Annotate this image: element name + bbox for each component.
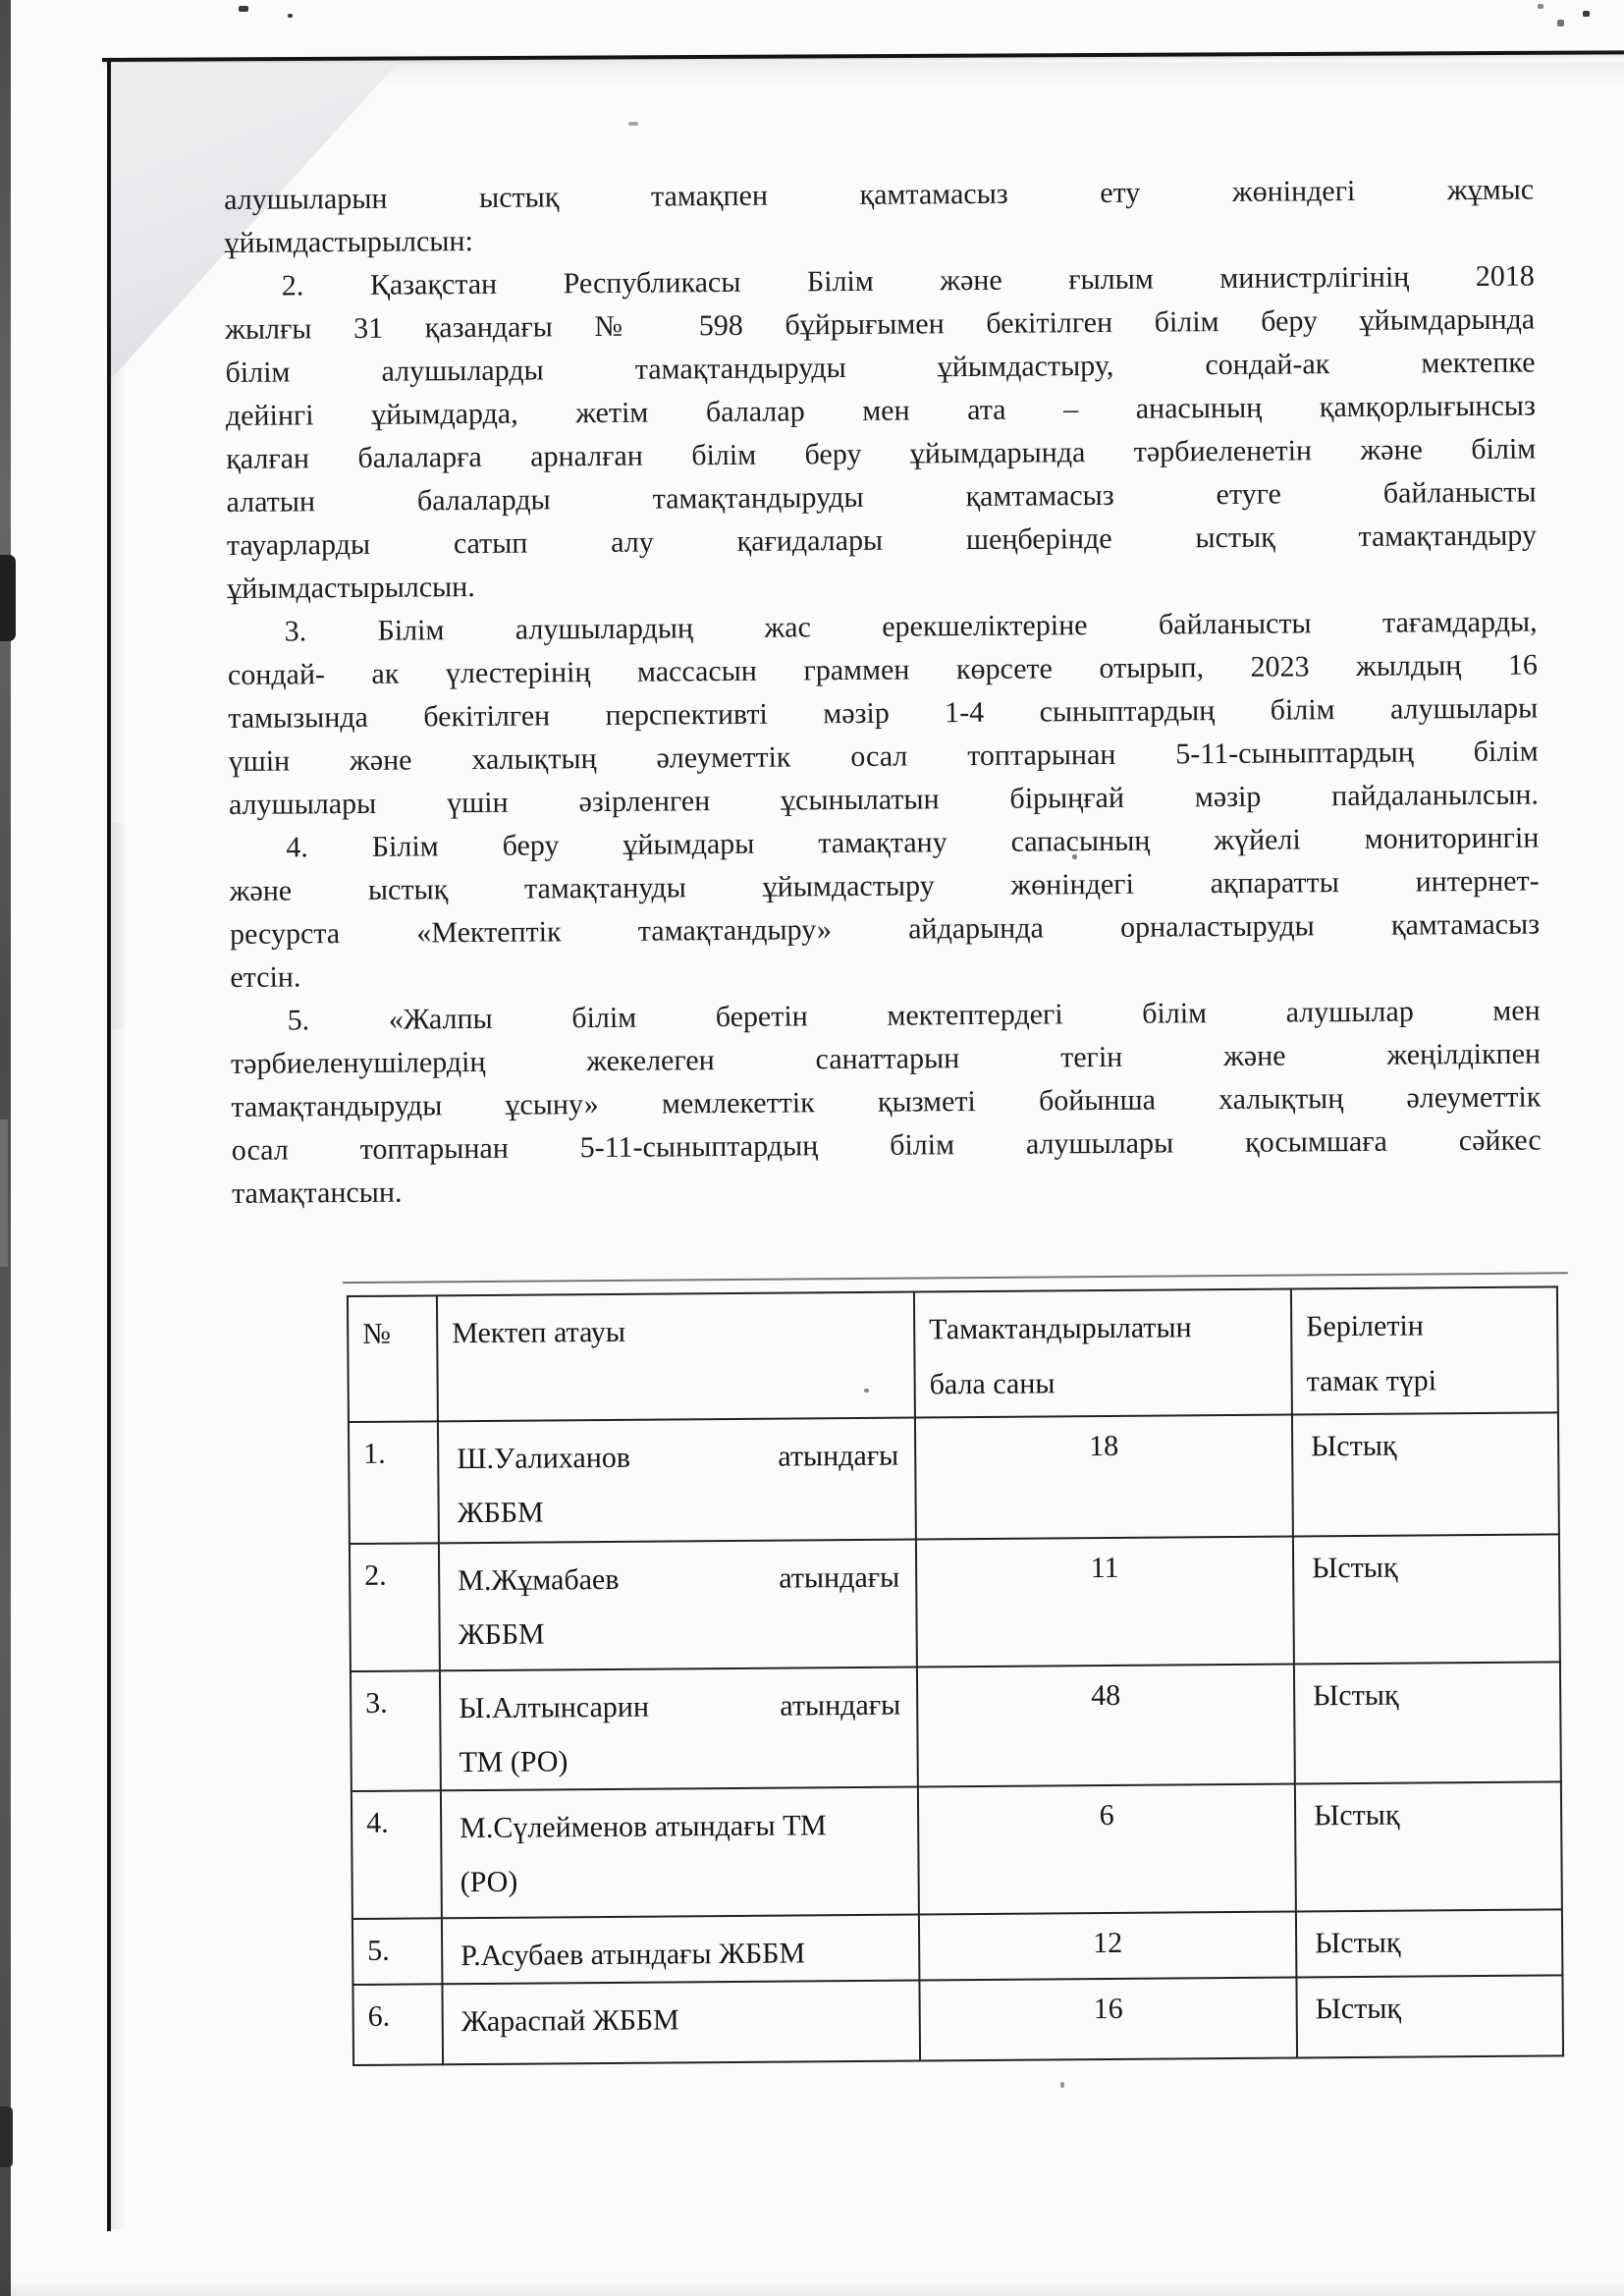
school-table-body	[349, 1412, 1563, 2065]
row-number: 3.	[351, 1670, 441, 1791]
children-count: 18	[915, 1414, 1293, 1539]
children-count: 12	[919, 1911, 1297, 1980]
row-number: 6.	[352, 1984, 443, 2065]
meal-type: Ыстық	[1296, 1909, 1563, 1977]
row-number: 5.	[352, 1918, 443, 1985]
children-count: 11	[916, 1536, 1294, 1667]
school-name-line: ЖББМ	[458, 1617, 545, 1652]
meal-type: Ыстық	[1295, 1781, 1562, 1911]
paragraph-item-2: 2. Қазақстан Республикасы Білім және ғылым министрлігінің 2018 жылғы 31 қазандағы № 598 бұйрығымен бекітілген білім беру ұйымдарында білім алушыларды тамақтандыруды ұйымдастыру, сондай-ак мектепке дейінгі ұйымдарда, жетім балалар мен ата – анасының қамқорлығынсыз қалған балаларға арналған білім беру ұйымдарында тәрбиеленетін және білім алатын балаларды тамақтандыруды қамтамасыз етуге байланысты тауарларды сатып алу қағидалары шеңберінде ыстық тамақтандыру ұйымдастырылсын.	[225, 259, 1538, 605]
school-name	[441, 1786, 919, 1918]
meal-type: Ыстық	[1292, 1412, 1559, 1536]
children-count: 6	[918, 1783, 1296, 1914]
scan-speck	[1583, 11, 1590, 17]
school-name-line: Р.Асубаев атындағы ЖББМ	[460, 1937, 806, 1973]
school-name	[438, 1418, 916, 1544]
scan-speck	[628, 122, 638, 126]
scanner-edge-strip	[0, 0, 11, 2296]
scan-speck	[1060, 2082, 1064, 2088]
children-count: 16	[919, 1977, 1297, 2060]
table-row	[352, 1781, 1562, 1919]
school-name-line: Ш.Уалиханов атындағы	[457, 1439, 899, 1476]
left-fold-shadow	[112, 823, 127, 1029]
document-content	[224, 169, 1548, 2067]
row-number: 1.	[349, 1421, 439, 1544]
school-meals-table-block	[347, 1285, 1562, 2066]
row-number: 4.	[352, 1790, 442, 1919]
paragraph-item-4: 4. Білім беру ұйымдары тамақтану сапасының жүйелі мониторингін және ыстық тамақтануды ұйымдастыру жөніндегі ақпаратты интернет- ресурста «Мектептік тамақтандыру» айдарында орналастыруды қамтамасыз етсін.	[229, 821, 1541, 994]
meal-type: Ыстық	[1293, 1534, 1560, 1664]
row-number: 2.	[350, 1543, 440, 1671]
school-name-line: М.Сүлейменов атындағы ТМ	[460, 1809, 827, 1845]
paragraph-item-3: 3. Білім алушылардың жас ерекшеліктеріне байланысты тағамдарды, сондай- ак үлестерінің массасын граммен көрсете отырып, 2023 жылдың 16 тамызында бекітілген перспективті мәзір 1-4 сыныптардың білім алушылары үшін және халықтың әлеуметтік осал топтарынан 5-11-сыныптардың білім алушылары үшін әзірленген ұсынылатын бірыңғай мәзір пайдаланылсын.	[227, 605, 1540, 821]
scan-speck	[288, 14, 293, 18]
school-name-line: ЖББМ	[457, 1496, 544, 1530]
table-row	[352, 1909, 1562, 1985]
table-row	[349, 1412, 1559, 1544]
school-name	[440, 1667, 918, 1791]
edge-ink-blob	[0, 2106, 13, 2167]
scan-speck	[239, 6, 248, 12]
school-name	[442, 1914, 920, 1984]
table-header-row	[348, 1286, 1558, 1422]
col-header-meal-type: Берілетін тамак түрі	[1291, 1286, 1558, 1414]
school-meals-table	[347, 1285, 1564, 2066]
school-name-line: (РО)	[460, 1865, 518, 1899]
paragraph-item-5: 5. «Жалпы білім беретін мектептердегі білім алушылар мен тәрбиеленушілердің жекелеген санаттарын тегін және жеңілдікпен тамақтандыруды ұсыну» мемлекеттік қызметі бойынша халықтың әлеуметтік осал топтарынан 5-11-сыныптардың білім алушылары қосымшаға сәйкес тамақтансын.	[230, 994, 1542, 1210]
page-top-edge-line	[102, 50, 1624, 62]
scan-speck	[1557, 20, 1564, 27]
children-count: 48	[917, 1664, 1295, 1786]
scan-speck	[1538, 4, 1543, 9]
school-name-line: М.Жұмабаев атындағы	[458, 1560, 900, 1598]
left-edge-shadow	[111, 63, 127, 2229]
school-name-line: Жараспай ЖББМ	[460, 2003, 679, 2039]
school-name-line: ТМ (РО)	[459, 1745, 568, 1779]
edge-ink-blob	[0, 555, 16, 641]
school-name	[439, 1540, 917, 1671]
meal-type: Ыстық	[1294, 1662, 1561, 1783]
col-header-school-name: Мектеп атауы	[437, 1292, 915, 1422]
school-name	[442, 1980, 920, 2064]
col-header-children-count: Тамактандырылатын бала саны	[914, 1288, 1292, 1417]
paragraph-continuation: алушыларын ыстық тамақпен қамтамасыз ету жөніндегі жұмыс ұйымдастырылсын:	[224, 173, 1535, 259]
table-outer-top-line	[343, 1272, 1568, 1284]
edge-light-patch	[0, 1120, 8, 1267]
meal-type: Ыстық	[1296, 1975, 1563, 2057]
school-name-line: Ы.Алтынсарин атындағы	[459, 1688, 901, 1725]
col-header-number: №	[348, 1295, 438, 1422]
table-row	[352, 1975, 1563, 2065]
bottom-scan-shadow	[0, 2278, 1624, 2296]
table-row	[350, 1534, 1560, 1671]
table-row	[351, 1662, 1561, 1791]
